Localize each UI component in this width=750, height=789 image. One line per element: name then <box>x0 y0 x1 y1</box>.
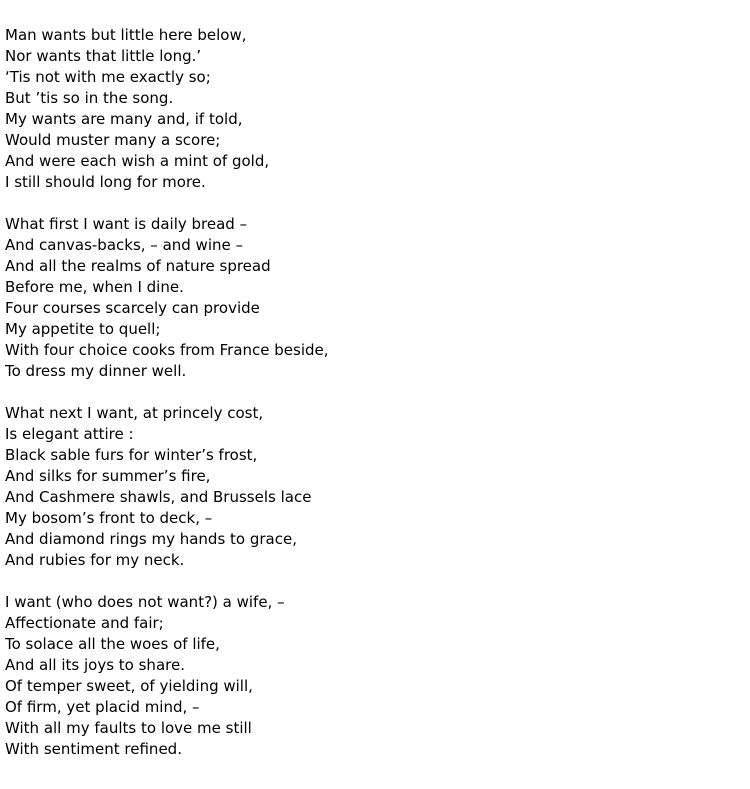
stanza-4 <box>5 592 329 760</box>
poem-line: Of firm, yet placid mind, – <box>5 698 200 716</box>
poem-line: My bosom’s front to deck, – <box>5 509 213 527</box>
poem-line: And canvas-backs, – and wine – <box>5 236 243 254</box>
poem-line: To dress my dinner well. <box>5 362 187 380</box>
poem-line: My appetite to quell; <box>5 320 161 338</box>
poem-line: Affectionate and fair; <box>5 614 164 632</box>
poem-line: Nor wants that little long.’ <box>5 47 202 65</box>
poem-line: Is elegant attire : <box>5 425 134 443</box>
poem-line: And were each wish a mint of gold, <box>5 152 270 170</box>
poem-line: But ’tis so in the song. <box>5 89 174 107</box>
stanza-1 <box>5 25 329 193</box>
poem-line: Would muster many a score; <box>5 131 221 149</box>
poem-line: And diamond rings my hands to grace, <box>5 530 297 548</box>
poem-line: And silks for summer’s fire, <box>5 467 211 485</box>
poem-line: With four choice cooks from France beside, <box>5 341 329 359</box>
poem-line: And all its joys to share. <box>5 656 185 674</box>
poem-line: What first I want is daily bread – <box>5 215 248 233</box>
poem-line: And Cashmere shawls, and Brussels lace <box>5 488 312 506</box>
poem-line: ‘Tis not with me exactly so; <box>5 68 211 86</box>
poem-line: With all my faults to love me still <box>5 719 252 737</box>
stanza-2 <box>5 214 329 382</box>
poem-line: To solace all the woes of life, <box>5 635 220 653</box>
poem-line: Man wants but little here below, <box>5 26 247 44</box>
poem-text <box>5 25 329 760</box>
poem-line: With sentiment refined. <box>5 740 182 758</box>
poem-line: Four courses scarcely can provide <box>5 299 260 317</box>
poem-line: And rubies for my neck. <box>5 551 185 569</box>
poem-line: Of temper sweet, of yielding will, <box>5 677 253 695</box>
poem-line: What next I want, at princely cost, <box>5 404 264 422</box>
poem-line: My wants are many and, if told, <box>5 110 243 128</box>
stanza-3 <box>5 403 329 571</box>
poem-line: And all the realms of nature spread <box>5 257 271 275</box>
poem-line: I want (who does not want?) a wife, – <box>5 593 285 611</box>
poem-line: Black sable furs for winter’s frost, <box>5 446 258 464</box>
poem-line: I still should long for more. <box>5 173 206 191</box>
poem-line: Before me, when I dine. <box>5 278 184 296</box>
